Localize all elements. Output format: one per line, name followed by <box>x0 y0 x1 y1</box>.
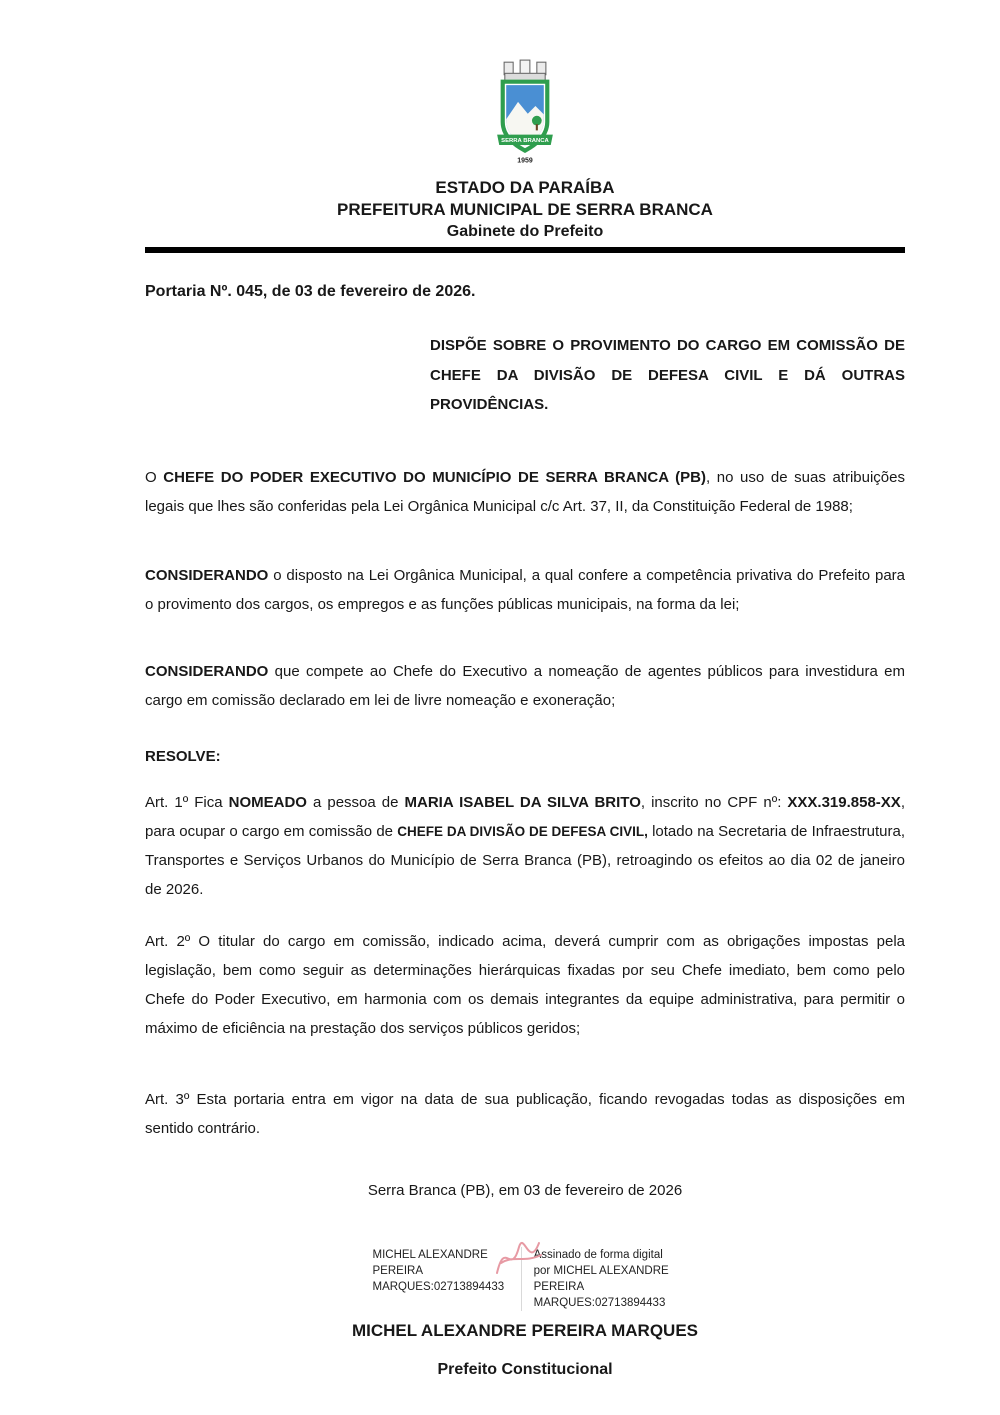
crest-tree-icon <box>532 116 542 126</box>
text-run: , para ocupar o cargo em comissão de <box>145 793 905 840</box>
letterhead-state: ESTADO DA PARAÍBA <box>435 178 615 197</box>
text-run: MARIA ISABEL DA SILVA BRITO <box>404 793 641 811</box>
text-run: Art. 2º O titular do cargo em comissão, indicado acima, deverá cumprir com as obrigações impostas pela legislação, bem como seguir as determinações hierárquicas fixadas por seu Chefe imediato, bem como pelo Chefe do Poder Executivo, em harmonia com os demais integrantes da equipe administrativa, para permitir o máximo de eficiência na prestação dos serviços públicos geridos; <box>145 933 905 1038</box>
epigraph: DISPÕE SOBRE O PROVIMENTO DO CARGO EM COMISSÃO DE CHEFE DA DIVISÃO DE DEFESA CIVIL E DÁ OUTRAS PROVIDÊNCIAS. <box>430 337 905 414</box>
text-run: Art. 3º Esta portaria entra em vigor na data de sua publicação, ficando revogadas todas as disposições em sentido contrário. <box>145 1091 905 1138</box>
paragraph-art2 <box>145 928 905 1044</box>
header-divider <box>145 247 905 253</box>
paragraph-art1 <box>145 789 905 905</box>
text-run: NOMEADO <box>228 793 307 811</box>
digital-signature-statement: Assinado de forma digital por MICHEL ALEXANDRE PEREIRA MARQUES:02713894433 <box>533 1249 669 1310</box>
paragraph-preamble <box>145 464 905 522</box>
letterhead <box>145 177 905 242</box>
text-run: , no uso de suas atribuições legais que lhes são conferidas pela Lei Orgânica Municipal c/c Art. 37, II, da Constituição Federal de 1988; <box>145 469 905 515</box>
text-run: a pessoa de <box>306 793 405 811</box>
crest-container <box>145 0 905 173</box>
signer-role: Prefeito Constitucional <box>437 1361 613 1379</box>
letterhead-office: Gabinete do Prefeito <box>446 223 604 240</box>
digital-signature-block <box>373 1247 678 1311</box>
letterhead-municipality: PREFEITURA MUNICIPAL DE SERRA BRANCA <box>337 200 713 219</box>
text-run: CHEFE DO PODER EXECUTIVO DO MUNICÍPIO DE SERRA BRANCA (PB) <box>163 469 706 487</box>
paragraph-considerando-1 <box>145 562 905 620</box>
crest-banner-text: SERRA BRANCA <box>501 138 549 145</box>
text-run: CONSIDERANDO <box>145 566 269 584</box>
text-run: CHEFE DA DIVISÃO DE DEFESA CIVIL, <box>397 823 648 839</box>
text-run: , inscrito no CPF nº: <box>640 793 788 811</box>
municipal-crest-icon <box>483 58 567 168</box>
signature-divider <box>521 1247 522 1311</box>
text-run: lotado na Secretaria de Infraestrutura, Transportes e Serviços Urbanos do Município de Serra Branca (PB), retroagindo os efeitos ao dia 02 de janeiro de 2026. <box>145 822 905 898</box>
text-run: CONSIDERANDO <box>145 662 269 680</box>
signer-name: MICHEL ALEXANDRE PEREIRA MARQUES <box>351 1321 698 1341</box>
text-run: que compete ao Chefe do Executivo a nomeação de agentes públicos para investidura em cargo em comissão declarado em lei de livre nomeação e exoneração; <box>145 662 905 709</box>
text-run: o disposto na Lei Orgânica Municipal, a qual confere a competência privativa do Prefeito para o provimento dos cargos, os empregos e as funções públicas municipais, na forma da lei; <box>145 566 905 613</box>
text-run: O <box>145 469 164 487</box>
resolve-heading: RESOLVE: <box>145 747 221 765</box>
text-run: XXX.319.858-XX <box>787 793 901 811</box>
crest-year-text: 1959 <box>517 157 533 165</box>
paragraph-art3 <box>145 1086 905 1144</box>
document-title: Portaria Nº. 045, de 03 de fevereiro de 2026. <box>145 283 476 300</box>
text-run: Art. 1º Fica <box>145 793 229 811</box>
crest-crown <box>504 60 546 82</box>
digital-signature-subject: MICHEL ALEXANDRE PEREIRA MARQUES:02713894433 <box>372 1249 505 1294</box>
paragraph-considerando-2 <box>145 658 905 716</box>
dateline: Serra Branca (PB), em 03 de fevereiro de 2026 <box>367 1182 683 1200</box>
